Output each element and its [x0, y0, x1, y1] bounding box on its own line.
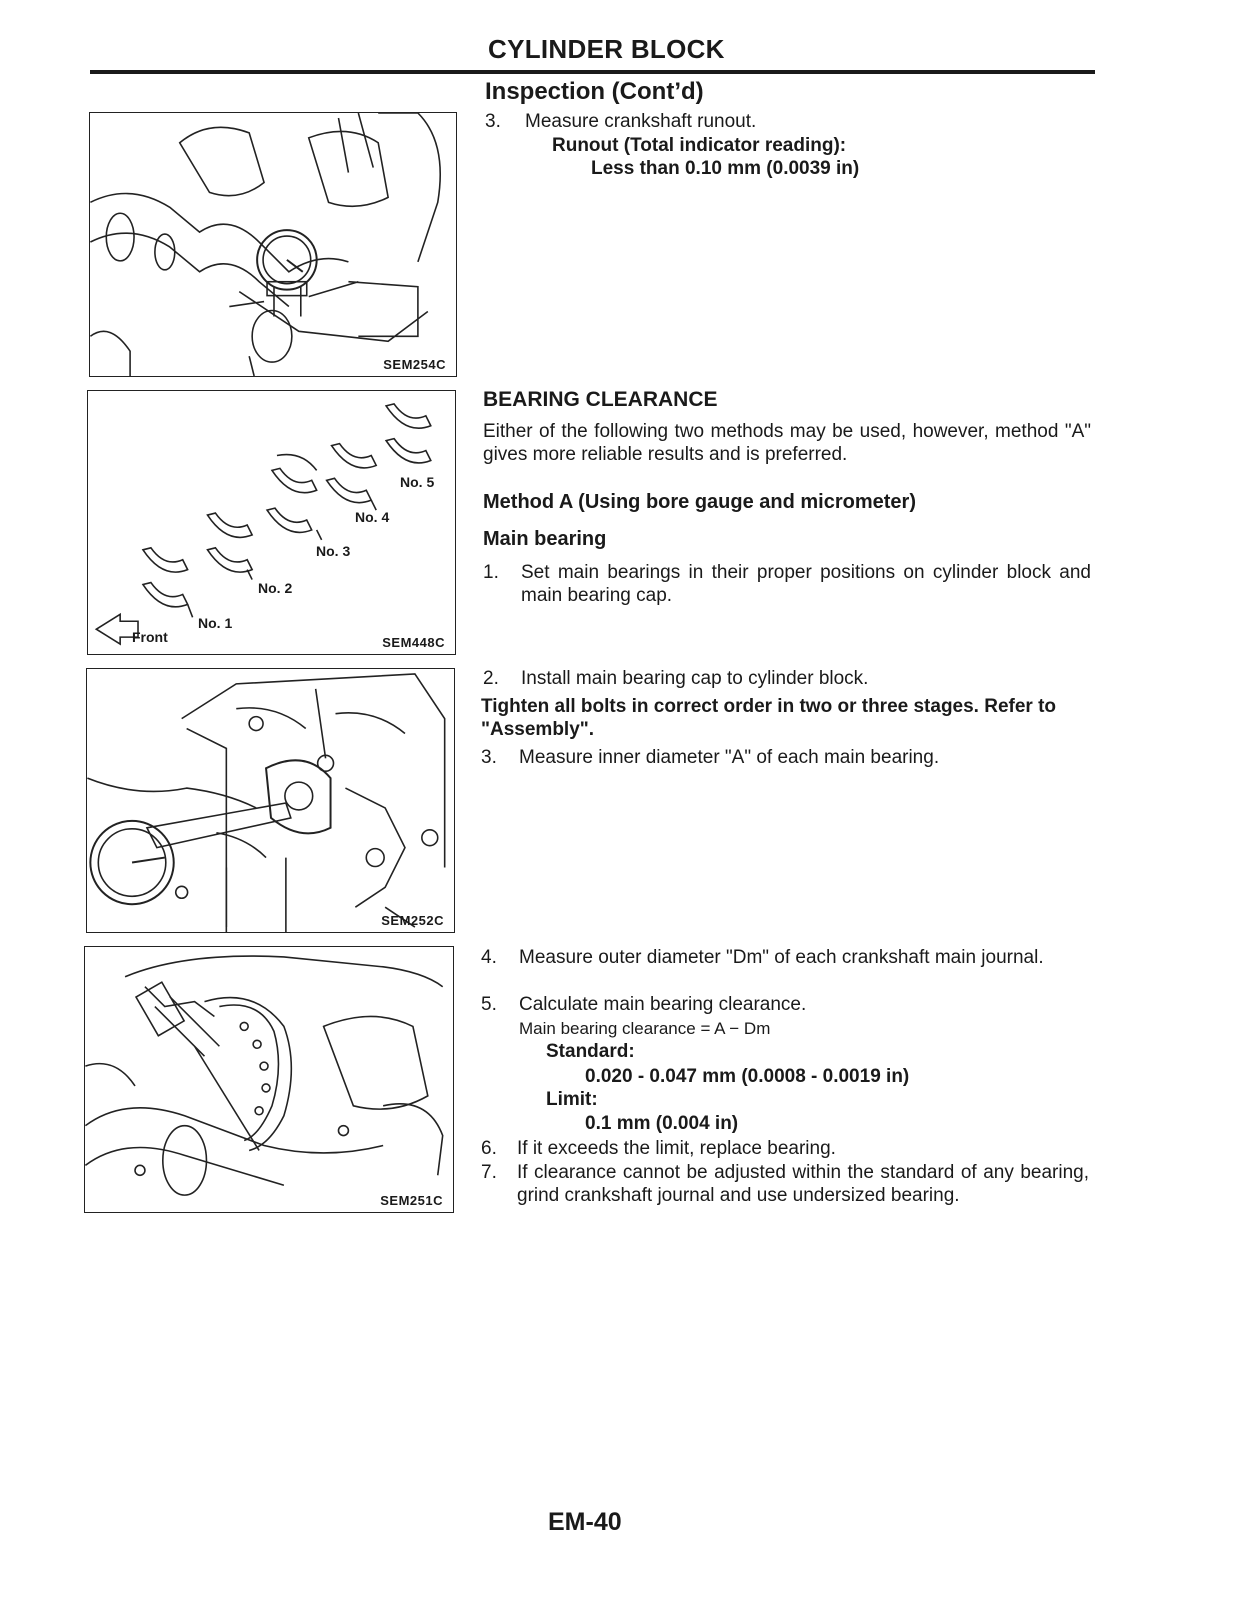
step-text: If it exceeds the limit, replace bearing. — [517, 1138, 836, 1159]
step-text: Measure crankshaft runout. — [525, 111, 757, 132]
step-text: Measure outer diameter "Dm" of each crankshaft main journal. — [519, 947, 1044, 968]
step-number: 7. — [481, 1162, 497, 1183]
label-no5: No. 5 — [400, 474, 435, 490]
step-1 — [483, 561, 1091, 609]
figure-code: SEM251C — [380, 1193, 443, 1208]
step-number: 3. — [481, 747, 497, 768]
step-text: Measure inner diameter "A" of each main bearing. — [519, 747, 940, 768]
figure-code: SEM254C — [383, 357, 446, 372]
standard-label: Standard: — [546, 1041, 635, 1062]
figure-bearing-positions — [87, 390, 456, 655]
figure-code: SEM252C — [381, 913, 444, 928]
step-number: 3. — [485, 111, 501, 132]
limit-label: Limit: — [546, 1089, 598, 1110]
step-5 — [481, 993, 1089, 1017]
label-no1: No. 1 — [198, 615, 233, 631]
label-no3: No. 3 — [316, 543, 351, 559]
step-number: 1. — [483, 562, 499, 583]
clearance-formula: Main bearing clearance = A − Dm — [519, 1019, 771, 1038]
step-text: Install main bearing cap to cylinder block. — [521, 668, 869, 689]
step-4 — [481, 946, 1089, 994]
step-number: 5. — [481, 994, 497, 1015]
step-6 — [481, 1137, 1089, 1161]
bearing-intro: Either of the following two methods may be used, however, method "A" gives more reliable results and is preferred. — [483, 421, 1091, 465]
crankshaft-runout-illustration — [90, 113, 456, 376]
runout-label: Runout (Total indicator reading): — [552, 135, 847, 156]
step-text: Calculate main bearing clearance. — [519, 994, 807, 1015]
figure-code: SEM448C — [382, 635, 445, 650]
figure-crankshaft-runout — [89, 112, 457, 377]
figure-micrometer — [84, 946, 454, 1213]
bearing-shells-illustration — [88, 391, 455, 654]
step-number: 6. — [481, 1138, 497, 1159]
section-title: Inspection (Cont’d) — [485, 78, 704, 105]
label-front: Front — [132, 629, 168, 645]
label-no2: No. 2 — [258, 580, 293, 596]
header-rule — [90, 70, 1095, 74]
step-number: 2. — [483, 668, 499, 689]
runout-value: Less than 0.10 mm (0.0039 in) — [591, 158, 860, 179]
limit-value: 0.1 mm (0.004 in) — [585, 1113, 739, 1134]
standard-value: 0.020 - 0.047 mm (0.0008 - 0.0019 in) — [585, 1066, 910, 1087]
tighten-note: Tighten all bolts in correct order in two or three stages. Refer to "Assembly". — [481, 696, 1057, 740]
step-2 — [483, 667, 1091, 691]
step-3 — [481, 746, 1089, 770]
bore-gauge-illustration — [87, 669, 454, 932]
step-7 — [481, 1161, 1089, 1233]
label-no4: No. 4 — [355, 509, 390, 525]
main-bearing-heading: Main bearing — [483, 528, 607, 550]
page-header-title: CYLINDER BLOCK — [488, 34, 725, 64]
page-number: EM-40 — [548, 1508, 622, 1536]
figure-bore-gauge — [86, 668, 455, 933]
step-number: 4. — [481, 947, 497, 968]
step-text: Set main bearings in their proper positions on cylinder block and main bearing cap. — [521, 562, 1091, 606]
method-a-heading: Method A (Using bore gauge and micrometer) — [483, 491, 916, 513]
step-text: If clearance cannot be adjusted within the standard of any bearing, grind crankshaft journal and use undersized bearing. — [517, 1162, 1089, 1206]
bearing-clearance-heading: BEARING CLEARANCE — [483, 388, 718, 411]
micrometer-illustration — [85, 947, 453, 1212]
